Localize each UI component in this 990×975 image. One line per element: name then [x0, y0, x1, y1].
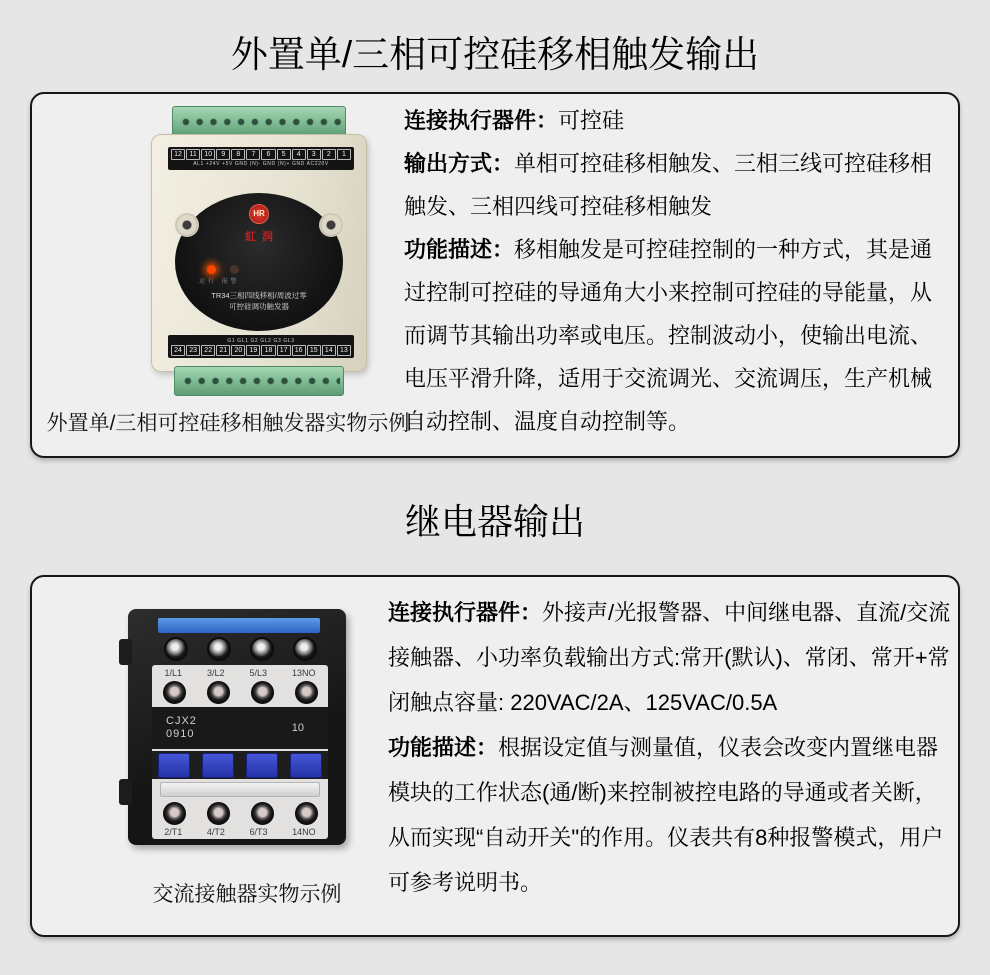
panel-model-text: [175, 290, 343, 312]
trigger-device-photo: [112, 100, 402, 400]
terminal-cell: 6: [261, 149, 275, 160]
paragraph-text: 可控硅: [558, 108, 625, 133]
section2-card: [30, 575, 960, 937]
terminal-cell: 18: [261, 345, 275, 356]
terminal-cell: 17: [277, 345, 291, 356]
trigger-front-panel: [175, 193, 343, 331]
paragraph-text: 外接声/光报警器、中间继电器、直流/交流接触器、小功率负载输出方式:常开(默认)、常闭、常开+常闭触点容量: 220VAC/2A、125VAC/0.5A: [388, 600, 951, 715]
screw-icon: [163, 802, 186, 825]
screw-icon: [295, 802, 318, 825]
terminal-cell: 23: [186, 345, 200, 356]
paragraph-connect-device: [388, 590, 956, 725]
contactor-body: [128, 609, 346, 845]
contact-carrier-icon: [246, 753, 278, 778]
model-number: [166, 715, 197, 741]
paragraph-output-mode: [404, 142, 952, 228]
terminal-cell: 3: [307, 149, 321, 160]
panel-model-line1: TR34三相四线移相/周波过零: [211, 291, 307, 300]
screw-icon: [164, 637, 188, 661]
aux-contact-code: 10: [291, 722, 304, 734]
model-band: [152, 707, 328, 749]
paragraph-text: 移相触发是可控硅控制的一种方式，其是通过控制可控硅的导通角大小来控制可控硅的导能量，从而调节其输出功率或电压。控制波动小，使输出电流、电压平滑升降，适用于交流调光、交流调压，生产机械自动控制、温度自动控制等。: [404, 237, 933, 434]
section1-text: [404, 99, 952, 443]
terminal-cell: 14: [322, 345, 336, 356]
screw-icon: [207, 802, 230, 825]
section2-title: 继电器输出: [404, 501, 585, 542]
section1-title: 外置单/三相可控硅移相触发输出: [230, 34, 760, 75]
terminal-cell: 8: [231, 149, 245, 160]
terminal-cell: 2: [322, 149, 336, 160]
bottom-terminal-labels: [152, 826, 328, 838]
paragraph-connect-device: [404, 99, 952, 142]
alarm-led-icon: [230, 265, 239, 274]
contactor-photo: [100, 603, 380, 855]
terminal-cell: 24: [171, 345, 185, 356]
terminal-label: 13NO: [291, 668, 316, 678]
terminal-label: 4/T2: [206, 827, 225, 837]
terminal-cell: 19: [246, 345, 260, 356]
section2-caption: 交流接触器实物示例: [152, 883, 342, 906]
contact-carrier-icon: [158, 753, 190, 778]
terminal-label: 1/L1: [164, 668, 183, 678]
paragraph-text: 根据设定值与测量值，仪表会改变内置继电器模块的工作状态(通/断)来控制被控电路的导通或者关断，从而实现“自动开关"的作用。仪表共有8种报警模式，用户可参考说明书。: [388, 735, 944, 895]
top-terminal-screws: [152, 679, 328, 705]
terminal-label: 5/L3: [249, 668, 268, 678]
mounting-ear-top: [119, 639, 132, 665]
terminal-label: 3/L2: [206, 668, 225, 678]
terminal-cell: 5: [277, 149, 291, 160]
terminal-cell: 11: [186, 149, 200, 160]
paragraph-label: 连接执行器件：: [388, 600, 543, 625]
run-led-icon: [207, 265, 216, 274]
terminal-cell: 10: [201, 149, 215, 160]
paragraph-text: 单相可控硅移相触发、三相三线可控硅移相触发、三相四线可控硅移相触发: [404, 151, 933, 219]
led-labels: 运行 报警: [199, 279, 240, 285]
screw-icon: [250, 637, 274, 661]
terminal-cell: 15: [307, 345, 321, 356]
terminal-cell: 1: [337, 149, 351, 160]
paragraph-label: 输出方式：: [404, 151, 515, 176]
brand-logo-icon: HR: [249, 204, 269, 224]
terminal-cell: 7: [246, 149, 260, 160]
section1-card: [30, 92, 960, 458]
terminal-numbers-bottom: [171, 345, 351, 356]
contactor-face: [152, 665, 328, 839]
contact-carrier-icon: [290, 753, 322, 778]
section1-caption: 外置单/三相可控硅移相触发器实物示例: [46, 412, 410, 435]
screw-icon: [251, 802, 274, 825]
top-terminal-labels: [152, 667, 328, 679]
terminal-numbers-top: [171, 149, 351, 160]
contact-carrier-icon: [202, 753, 234, 778]
coil-screws: [154, 637, 326, 661]
model-line2: 0910: [166, 728, 195, 740]
terminal-labels-top: AL1 +24V +5V GND (N)- GND (N)+ GND AC220V: [193, 161, 329, 167]
brand-name: 虹润: [245, 231, 279, 243]
top-label-strip: [158, 618, 320, 633]
screw-icon: [251, 681, 274, 704]
screw-icon: [163, 681, 186, 704]
terminal-cell: 9: [216, 149, 230, 160]
screw-icon: [207, 637, 231, 661]
bottom-terminal-screws: [152, 800, 328, 826]
trigger-device-body: [151, 134, 367, 372]
screw-icon: [295, 681, 318, 704]
paragraph-label: 功能描述：: [404, 237, 515, 262]
terminal-cell: 16: [292, 345, 306, 356]
terminal-cell: 13: [337, 345, 351, 356]
section2-text: [388, 590, 956, 905]
paragraph-label: 功能描述：: [388, 735, 499, 760]
terminal-strip-bottom: [168, 335, 354, 358]
brand-logo: [175, 203, 343, 244]
terminal-label: 2/T1: [164, 827, 183, 837]
contact-carriers: [152, 751, 328, 779]
terminal-label: 6/T3: [249, 827, 268, 837]
terminal-label: 14NO: [292, 827, 316, 837]
panel-model-line2: 可控硅调功触发器: [229, 302, 289, 311]
model-line1: CJX2: [166, 715, 197, 727]
terminal-block-bottom: [174, 366, 344, 396]
screw-icon: [293, 637, 317, 661]
terminal-cell: 20: [231, 345, 245, 356]
terminal-cell: 4: [292, 149, 306, 160]
terminal-labels-bottom: G1 GL1 G2 GL2 G3 GL3: [227, 338, 295, 344]
mounting-ear-bottom: [119, 779, 132, 805]
terminal-cell: 12: [171, 149, 185, 160]
slider-bar: [160, 782, 320, 797]
paragraph-function-desc: [388, 725, 956, 905]
terminal-cell: 22: [201, 345, 215, 356]
terminal-cell: 21: [216, 345, 230, 356]
paragraph-label: 连接执行器件：: [404, 108, 559, 133]
screw-icon: [207, 681, 230, 704]
paragraph-function-desc: [404, 228, 952, 443]
terminal-strip-top: [168, 147, 354, 170]
